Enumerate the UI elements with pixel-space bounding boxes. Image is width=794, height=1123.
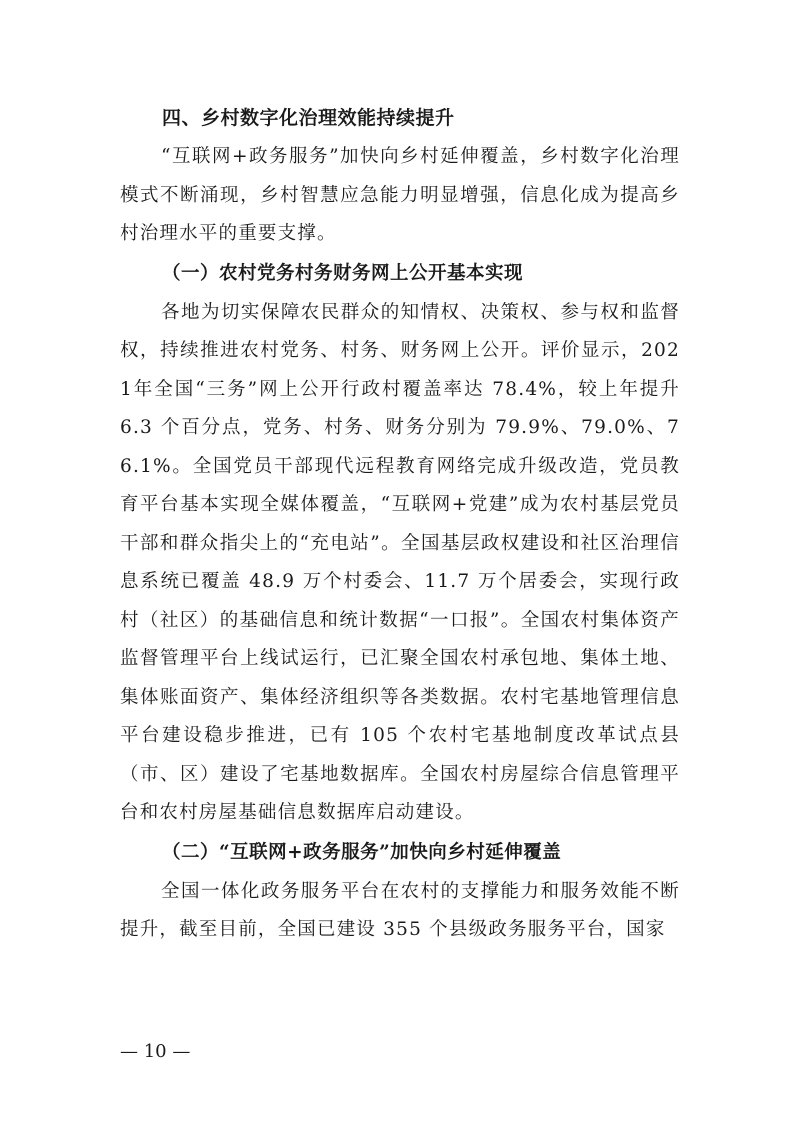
- subsection-2-paragraph: 全国一体化政务服务平台在农村的支撑能力和服务效能不断提升，截至目前，全国已建设 355 个县级政务服务平台，国家: [120, 880, 680, 940]
- subsection-1-paragraph: 各地为切实保障农民群众的知情权、决策权、参与权和监督权，持续推进农村党务、村务、财务网上公开。评价显示，2021年全国“三务”网上公开行政村覆盖率达 78.4%，较上年提升 6.3 个百分点，党务、村务、财务分别为 79.9%、79.0%、76.1%。全国党员干部现代远程教育网络完成升级改造，党员教育平台基本实现全媒体覆盖，“互联网+党建”成为农村基层党员干部和群众指尖上的“充电站”。全国基层政权建设和社区治理信息系统已覆盖 48.9 万个村委会、11.7 万个居委会，实现行政村（社区）的基础信息和统计数据“一口报”。全国农村集体资产监督管理平台上线试运行，已汇聚全国农村承包地、集体土地、集体账面资产、集体经济组织等各类数据。农村宅基地管理信息平台建设稳步推进，已有 105 个农村宅基地制度改革试点县（市、区）建设了宅基地数据库。全国农村房屋综合信息管理平台和农村房屋基础信息数据库启动建设。: [120, 301, 680, 823]
- section-intro-paragraph: “互联网+政务服务”加快向乡村延伸覆盖，乡村数字化治理模式不断涌现，乡村智慧应急能力明显增强，信息化成为提高乡村治理水平的重要支撑。: [120, 146, 680, 244]
- section-heading: 四、乡村数字化治理效能持续提升: [162, 107, 455, 129]
- page-number: — 10 —: [120, 1041, 191, 1062]
- subsection-2-heading: （二）“互联网+政务服务”加快向乡村延伸覆盖: [162, 841, 562, 863]
- page-content: [120, 98, 680, 950]
- subsection-1-heading: （一）农村党务村务财务网上公开基本实现: [162, 262, 524, 284]
